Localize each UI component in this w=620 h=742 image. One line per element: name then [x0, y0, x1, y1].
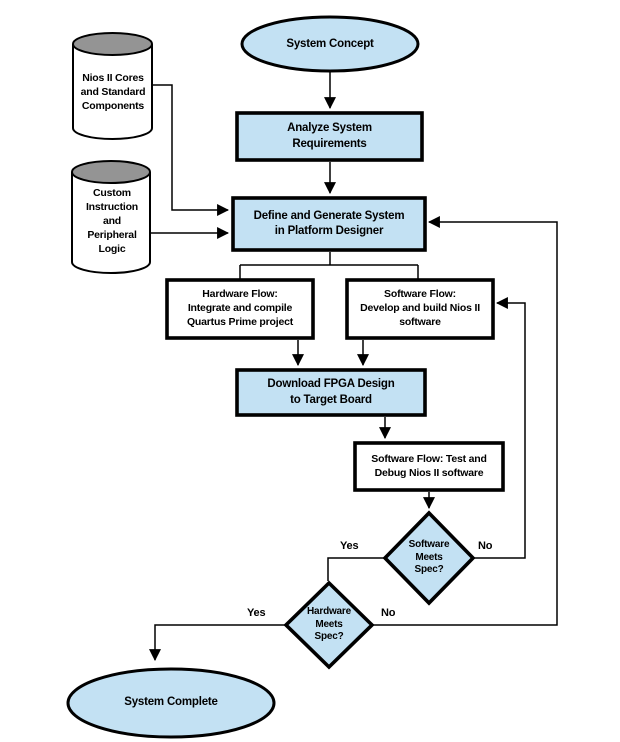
cylinder-nios-cores-top: [73, 33, 152, 55]
box-software-flow: [347, 280, 493, 338]
box-test-debug: [355, 443, 503, 490]
label-hardware-meets-spec: Hardware Meets Spec?: [307, 606, 351, 643]
label-download-fpga: Download FPGA Design to Target Board: [267, 378, 395, 406]
box-define-generate-system: [233, 198, 425, 250]
box-analyze-requirements: [237, 113, 422, 160]
label-define-generate-system: Define and Generate System in Platform Designer: [253, 209, 405, 237]
label-nios-cores: Nios II Cores and Standard Components: [80, 72, 146, 112]
cylinder-custom-logic-body: [72, 172, 150, 273]
terminator-system-complete: [68, 669, 274, 737]
diamond-hardware-meets-spec: [286, 583, 372, 667]
connector-define-split: [240, 252, 418, 279]
label-software-meets-spec: Software Meets Spec?: [408, 539, 450, 576]
edge-label-software-yes: Yes: [340, 540, 359, 552]
terminator-system-concept: [242, 17, 418, 71]
box-download-fpga: [237, 370, 425, 415]
edge-label-hardware-no: No: [381, 607, 396, 619]
connector-swspec-yes-to-hwspec: [328, 558, 385, 581]
connector-hwspec-yes-to-complete: [155, 625, 286, 660]
edge-label-software-no: No: [478, 540, 493, 552]
label-system-complete: System Complete: [124, 696, 218, 709]
label-software-flow: Software Flow: Develop and build Nios II software: [360, 288, 480, 328]
cylinder-custom-logic-top: [72, 161, 150, 183]
label-custom-logic: Custom Instruction and Peripheral Logic: [85, 187, 139, 255]
label-test-debug: Software Flow: Test and Debug Nios II software: [371, 452, 487, 479]
connector-swspec-no-to-swflow: [473, 303, 525, 558]
label-system-concept: System Concept: [286, 38, 374, 51]
box-hardware-flow: [167, 280, 313, 338]
diamond-software-meets-spec: [385, 513, 473, 603]
cylinder-nios-cores-body: [73, 44, 152, 139]
label-hardware-flow: Hardware Flow: Integrate and compile Quartus Prime project: [186, 288, 294, 328]
edge-label-hardware-yes: Yes: [247, 607, 266, 619]
connector-cores-to-define: [152, 85, 228, 210]
label-analyze-requirements: Analyze System Requirements: [287, 122, 372, 150]
